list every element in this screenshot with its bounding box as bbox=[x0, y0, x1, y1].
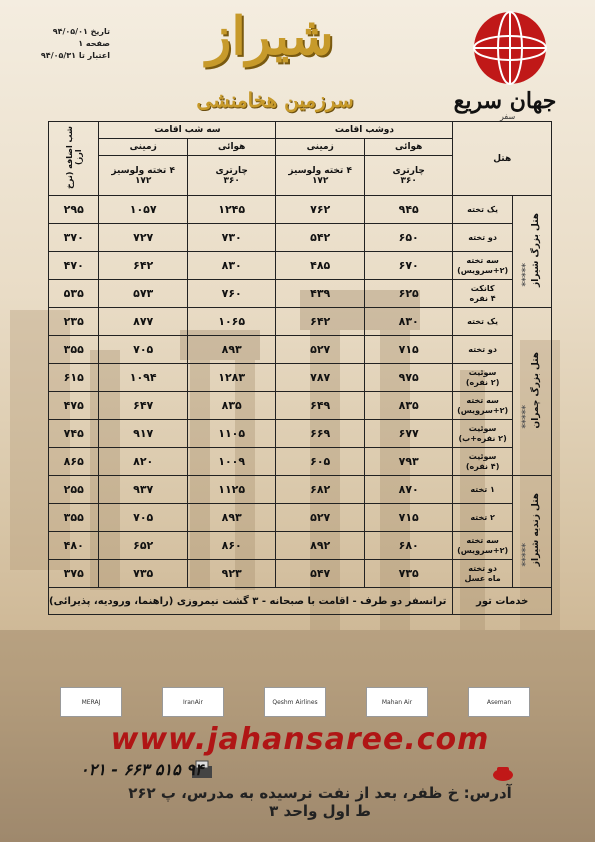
price-g3: ۱۰۵۷ bbox=[99, 196, 188, 224]
price-extra: ۸۶۵ bbox=[49, 448, 99, 476]
price-a3: ۱۱۲۵ bbox=[187, 476, 276, 504]
room-type-cell: ۲ تخته bbox=[453, 504, 512, 532]
price-extra: ۴۸۰ bbox=[49, 532, 99, 560]
price-g3: ۶۵۲ bbox=[99, 532, 188, 560]
room-type-cell: سه تخته (۲+سرویس) bbox=[453, 392, 512, 420]
airline-logo: Mahan Air bbox=[366, 687, 428, 717]
globe-logo-icon bbox=[470, 8, 550, 88]
price-g3: ۷۳۵ bbox=[99, 560, 188, 588]
page-subtitle: سرزمین هخامنشی bbox=[196, 88, 354, 112]
hotel-stars: ***** bbox=[521, 404, 532, 429]
price-a3: ۸۹۳ bbox=[187, 504, 276, 532]
price-g2: ۵۲۷ bbox=[276, 336, 365, 364]
table-row bbox=[49, 420, 552, 448]
price-g2: ۵۴۲ bbox=[276, 224, 365, 252]
three-nights-header: سه شب اقامت bbox=[99, 122, 276, 139]
table-row bbox=[49, 308, 552, 336]
price-a3: ۸۳۵ bbox=[187, 392, 276, 420]
price-g2: ۶۴۹ bbox=[276, 392, 365, 420]
room-type-cell: سوئیت (۴ نفره) bbox=[453, 448, 512, 476]
table-row bbox=[49, 560, 552, 588]
price-a3: ۱۰۶۵ bbox=[187, 308, 276, 336]
hotel-name: هتل بزرگ شیراز bbox=[531, 213, 542, 287]
tour-services-label: خدمات تور bbox=[453, 588, 552, 615]
table-row bbox=[49, 252, 552, 280]
price-g2: ۶۴۲ bbox=[276, 308, 365, 336]
air-header: هوائی bbox=[187, 139, 276, 156]
hotel-name: هتل زندیه شیراز bbox=[531, 493, 542, 567]
header-meta bbox=[40, 26, 110, 62]
two-nights-header: دوشب اقامت bbox=[276, 122, 453, 139]
price-a2: ۹۷۵ bbox=[364, 364, 453, 392]
price-g2: ۶۶۹ bbox=[276, 420, 365, 448]
hotel-stars: ***** bbox=[521, 543, 532, 567]
page-title: شیراز bbox=[206, 6, 334, 67]
price-a3: ۸۹۳ bbox=[187, 336, 276, 364]
room-type-cell: دو تخته ماه عسل bbox=[453, 560, 512, 588]
room-type-cell: سوئیت (۲ نفره) bbox=[453, 364, 512, 392]
room-type-cell: سه تخته (۲+سرویس) bbox=[453, 532, 512, 560]
price-extra: ۵۳۵ bbox=[49, 280, 99, 308]
rates-table bbox=[48, 121, 552, 615]
price-extra: ۷۴۵ bbox=[49, 420, 99, 448]
price-g3: ۶۴۷ bbox=[99, 392, 188, 420]
room-type-cell: کانکت ۴ نفره bbox=[453, 280, 512, 308]
room-type-cell: سوئیت (۲ نفره+ب) bbox=[453, 420, 512, 448]
price-extra: ۲۹۵ bbox=[49, 196, 99, 224]
table-row bbox=[49, 448, 552, 476]
price-g2: ۸۹۲ bbox=[276, 532, 365, 560]
page-label: صفحه ۱ bbox=[78, 39, 110, 48]
price-extra: ۲۳۵ bbox=[49, 308, 99, 336]
price-a3: ۱۲۸۳ bbox=[187, 364, 276, 392]
website-link[interactable]: www.jahansaree.com bbox=[110, 722, 490, 757]
bus-cell: ۴ تخته ولوسیز ۱۷۲ bbox=[276, 156, 365, 196]
price-g2: ۴۳۹ bbox=[276, 280, 365, 308]
price-a3: ۱۲۴۵ bbox=[187, 196, 276, 224]
price-g3: ۷۲۷ bbox=[99, 224, 188, 252]
price-g3: ۹۳۷ bbox=[99, 476, 188, 504]
hotel-header: هتل bbox=[453, 122, 552, 196]
telephone-icon bbox=[492, 764, 514, 782]
price-g3: ۷۰۵ bbox=[99, 504, 188, 532]
price-extra: ۴۷۵ bbox=[49, 392, 99, 420]
room-type-cell: یک تخته bbox=[453, 308, 512, 336]
price-a2: ۷۹۳ bbox=[364, 448, 453, 476]
price-extra: ۳۵۵ bbox=[49, 336, 99, 364]
charter-cell: چارتری ۳۶۰ bbox=[364, 156, 453, 196]
hotel-name: هتل بزرگ چمران bbox=[531, 351, 542, 429]
price-g3: ۸۷۷ bbox=[99, 308, 188, 336]
price-g3: ۶۴۲ bbox=[99, 252, 188, 280]
hotel-name-cell bbox=[512, 196, 551, 308]
price-g3: ۷۰۵ bbox=[99, 336, 188, 364]
company-logo-sub: سفر bbox=[500, 112, 516, 121]
table-row bbox=[49, 280, 552, 308]
table-row bbox=[49, 476, 552, 504]
valid-until-label: اعتبار تا ۹۴/۰۵/۳۱ bbox=[40, 51, 110, 60]
phone-number: ۰۲۱ - ۶۶۳ ۵۱۵ ۹۴ bbox=[80, 760, 204, 779]
room-type-cell: یک تخته bbox=[453, 196, 512, 224]
price-extra: ۶۱۵ bbox=[49, 364, 99, 392]
date-label: تاریخ ۹۴/۰۵/۰۱ bbox=[52, 27, 110, 36]
price-g3: ۵۷۳ bbox=[99, 280, 188, 308]
bus-cell: ۴ تخته ولوسیز ۱۷۲ bbox=[99, 156, 188, 196]
airline-logos bbox=[60, 684, 530, 720]
price-extra: ۲۵۵ bbox=[49, 476, 99, 504]
price-g2: ۵۲۷ bbox=[276, 504, 365, 532]
table-row bbox=[49, 504, 552, 532]
price-g3: ۹۱۷ bbox=[99, 420, 188, 448]
price-g2: ۵۴۷ bbox=[276, 560, 365, 588]
price-extra: ۳۷۵ bbox=[49, 560, 99, 588]
room-type-cell: سه تخته (۲+سرویس) bbox=[453, 252, 512, 280]
price-g2: ۶۸۲ bbox=[276, 476, 365, 504]
price-g2: ۷۶۲ bbox=[276, 196, 365, 224]
price-a2: ۷۱۵ bbox=[364, 504, 453, 532]
price-a2: ۸۷۰ bbox=[364, 476, 453, 504]
price-extra: ۳۵۵ bbox=[49, 504, 99, 532]
price-a3: ۷۶۰ bbox=[187, 280, 276, 308]
price-g2: ۴۸۵ bbox=[276, 252, 365, 280]
airline-logo: Aseman bbox=[468, 687, 530, 717]
table-row bbox=[49, 196, 552, 224]
airline-logo: MERAJ bbox=[60, 687, 122, 717]
price-a2: ۷۳۵ bbox=[364, 560, 453, 588]
hotel-name-cell bbox=[512, 308, 551, 476]
price-g3: ۸۲۰ bbox=[99, 448, 188, 476]
price-a2: ۹۴۵ bbox=[364, 196, 453, 224]
price-a2: ۶۷۷ bbox=[364, 420, 453, 448]
table-row bbox=[49, 532, 552, 560]
price-a3: ۸۳۰ bbox=[187, 252, 276, 280]
table-row bbox=[49, 336, 552, 364]
address-text: آدرس: خ ظفر، بعد از نفت نرسیده به مدرس، پ ۲۶۲ ط اول واحد ۳ bbox=[128, 784, 512, 820]
price-a2: ۶۸۰ bbox=[364, 532, 453, 560]
price-a3: ۹۲۳ bbox=[187, 560, 276, 588]
airline-logo: IranAir bbox=[162, 687, 224, 717]
ground-header: زمینی bbox=[99, 139, 188, 156]
tour-services-text: ترانسفر دو طرف - اقامت با صبحانه - ۳ گشت نیمروزی (راهنما، ورودیه، پذیرائی) bbox=[49, 588, 453, 615]
room-type-cell: ۱ تخته bbox=[453, 476, 512, 504]
airline-logo: Qeshm Airlines bbox=[264, 687, 326, 717]
price-a2: ۷۱۵ bbox=[364, 336, 453, 364]
price-g3: ۱۰۹۴ bbox=[99, 364, 188, 392]
hotel-stars: ***** bbox=[521, 263, 532, 287]
room-type-cell: دو تخته bbox=[453, 224, 512, 252]
price-g2: ۶۰۵ bbox=[276, 448, 365, 476]
extra-night-header: شب اضافه (نرخ ارز) bbox=[49, 122, 99, 196]
price-a2: ۶۵۰ bbox=[364, 224, 453, 252]
company-logo-text: جهان سریع bbox=[453, 88, 557, 114]
price-a3: ۷۳۰ bbox=[187, 224, 276, 252]
price-extra: ۳۷۰ bbox=[49, 224, 99, 252]
room-type-cell: دو تخته bbox=[453, 336, 512, 364]
price-a3: ۸۶۰ bbox=[187, 532, 276, 560]
price-extra: ۴۷۰ bbox=[49, 252, 99, 280]
price-a2: ۸۳۵ bbox=[364, 392, 453, 420]
price-a3: ۱۱۰۵ bbox=[187, 420, 276, 448]
charter-cell: چارتری ۳۶۰ bbox=[187, 156, 276, 196]
price-a3: ۱۰۰۹ bbox=[187, 448, 276, 476]
hotel-name-cell bbox=[512, 476, 551, 588]
price-g2: ۷۸۷ bbox=[276, 364, 365, 392]
table-row bbox=[49, 364, 552, 392]
price-a2: ۶۷۰ bbox=[364, 252, 453, 280]
ground-header: زمینی bbox=[276, 139, 365, 156]
table-row bbox=[49, 392, 552, 420]
air-header: هوائی bbox=[364, 139, 453, 156]
price-a2: ۸۳۰ bbox=[364, 308, 453, 336]
table-row bbox=[49, 224, 552, 252]
price-a2: ۶۲۵ bbox=[364, 280, 453, 308]
